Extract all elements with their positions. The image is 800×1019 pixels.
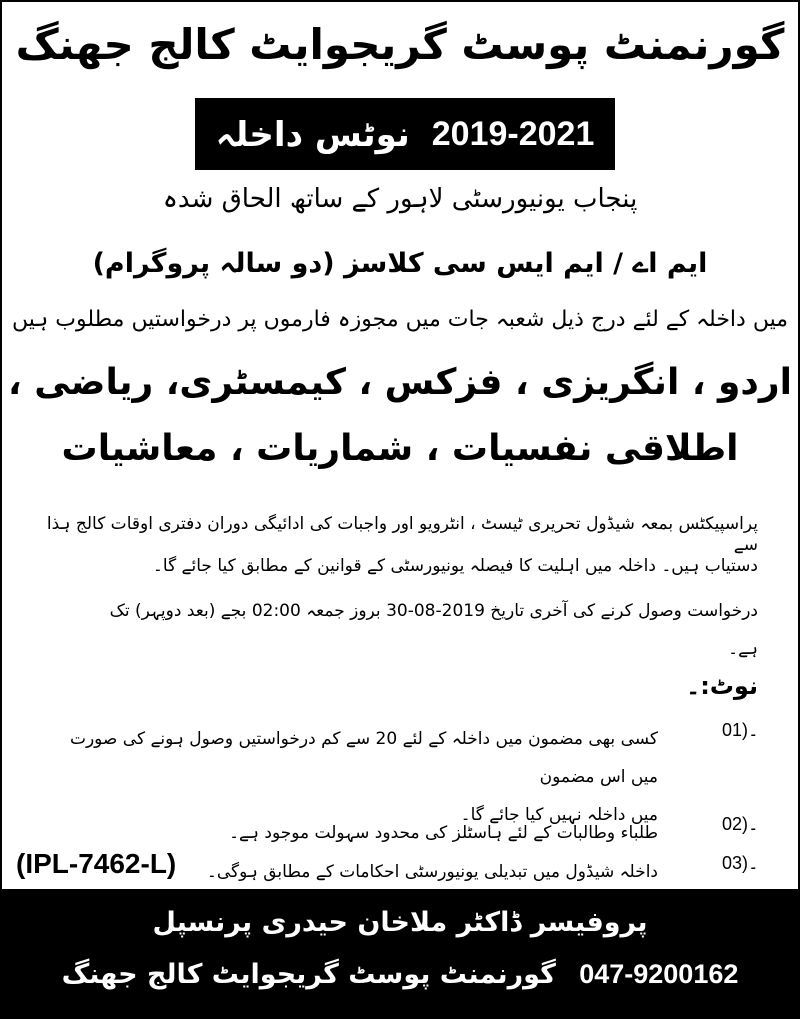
deadline-text-end: ہے۔ (728, 639, 758, 659)
footer-bar (2, 889, 798, 1017)
banner-title: نوٹس داخلہ (215, 114, 410, 155)
eligibility-text: دستیاب ہیں۔ داخلہ میں اہلیت کا فیصلہ یونیورسٹی کے قوانین کے مطابق کیا جائے گا۔ (152, 556, 758, 576)
subjects-line-1: اردو ، انگریزی ، فزکس ، کیمسٹری، ریاضی ، (8, 362, 792, 403)
college-title: گورنمنٹ پوسٹ گریجوایٹ کالج جھنگ (15, 20, 785, 69)
note-line: کسی بھی مضمون میں داخلہ کے لئے 20 سے کم درخواستیں وصول ہونے کی صورت میں اس مضمون (69, 729, 658, 787)
phone-number: 047-9200162 (579, 959, 739, 989)
footer-contact (2, 959, 798, 990)
note-number: 02)۔ (722, 814, 759, 834)
note-text: طلباء وطالبات کے لئے ہاسٹلز کی محدود سہولت موجود ہے۔ (229, 823, 658, 843)
deadline-text: درخواست وصول کرنے کی آخری تاریخ 2019-08-30 بروز جمعہ 02:00 بجے (بعد دوپہر) تک (109, 601, 758, 621)
program-title: ایم اے / ایم ایس سی کلاسز (دو سالہ پروگرام) (92, 248, 708, 279)
note-number: 03)۔ (722, 853, 759, 873)
note-number: 01)۔ (722, 720, 759, 740)
ipl-code: (IPL-7462-L) (16, 848, 177, 879)
affiliation-text: پنجاب یونیورسٹی لاہور کے ساتھ الحاق شدہ (162, 184, 638, 214)
note-heading: نوٹ:۔ (686, 672, 758, 700)
principal-name: پروفیسر ڈاکٹر ملاخان حیدری پرنسپل (152, 907, 648, 938)
banner-years: 2019-2021 (431, 114, 595, 153)
note-text: داخلہ شیڈول میں تبدیلی یونیورسٹی احکامات کے مطابق ہوگی۔ (206, 862, 658, 882)
intro-text: میں داخلہ کے لئے درج ذیل شعبہ جات میں مجوزہ فارموں پر درخواستیں مطلوب ہیں (11, 307, 788, 332)
prospectus-text: پراسپیکٹس بمعہ شیڈول تحریری ٹیسٹ ، انٹرویو اور واجبات کی ادائیگی دوران دفتری اوقات کالج ہذا سے (46, 514, 758, 555)
subjects-line-2: اطلاقی نفسیات ، شماریات ، معاشیات (61, 428, 739, 469)
admission-banner (195, 98, 615, 170)
footer-college: گورنمنٹ پوسٹ گریجوایٹ کالج جھنگ (61, 959, 556, 990)
note-line: میں داخلہ نہیں کیا جائے گا۔ (460, 805, 658, 825)
